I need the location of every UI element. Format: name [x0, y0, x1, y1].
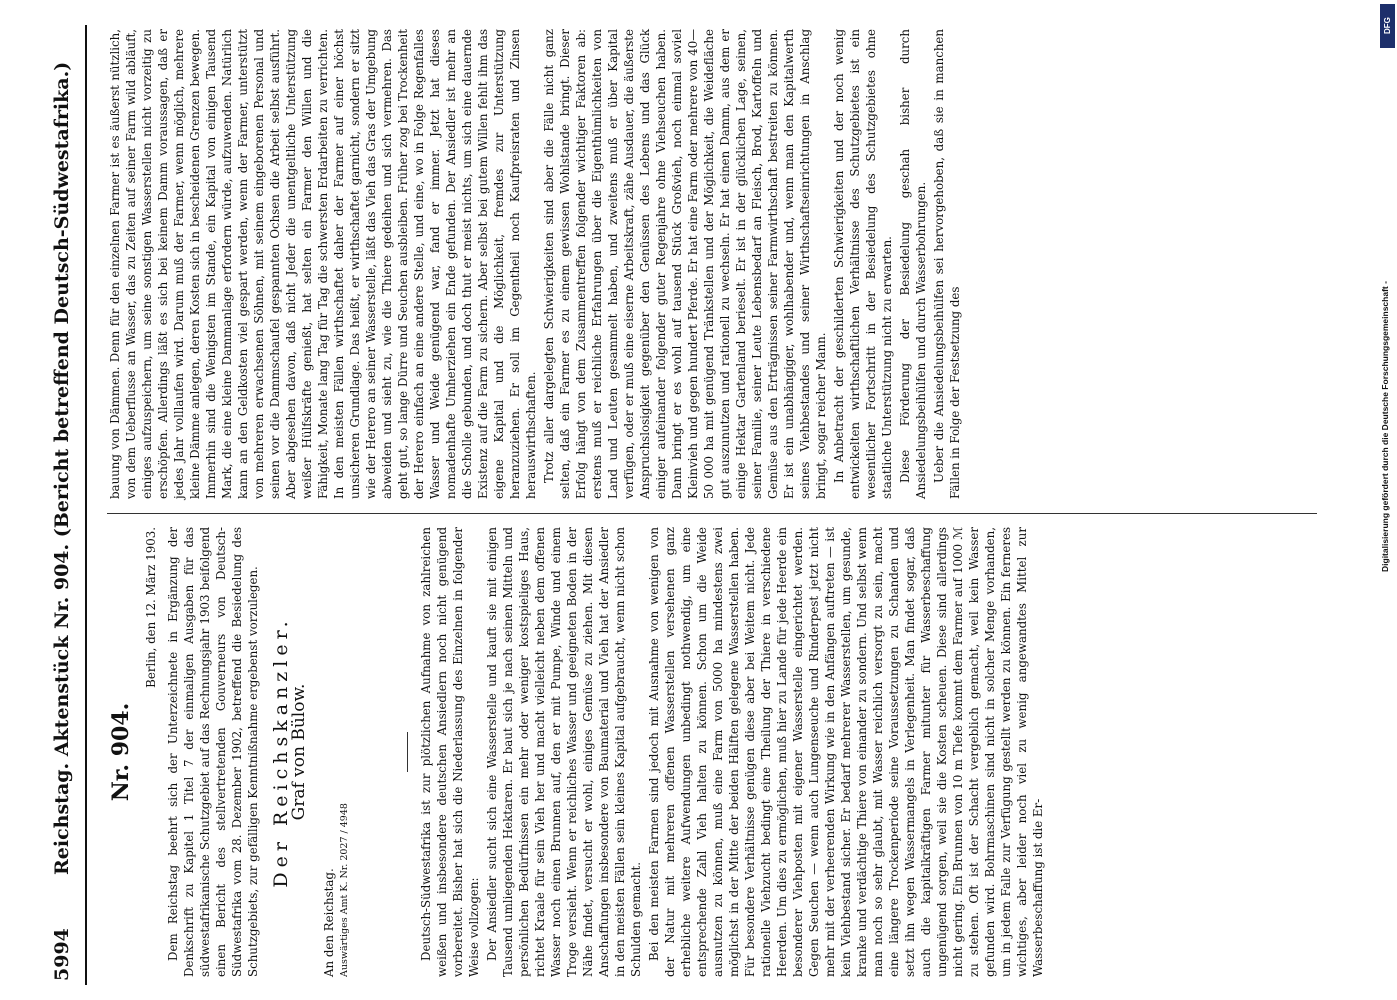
reference-number: Auswärtiges Amt K. Nr. 2027 / 4948: [339, 803, 350, 977]
intro-paragraph: Dem Reichstag beehrt sich der Unterzeichnete in Ergänzung der Denkschrift zu Kapitel 1 Titel 7 der einmaligen Ausgaben für das südwestafrikanische Schutzgebiet auf das Rechnungsjahr 1903 beifolgend einen Bericht des stellvertretenden Gouverneurs von Deutsch-Südwestafrika vom 28. Dezember 1902, betreffend die Besiedelung des Schutzgebiets, zur gefälligen Kenntnißnahme ergebenst vorzulegen.: [166, 527, 260, 977]
body-paragraph: Diese Förderung der Besiedelung geschah bisher durch Ansiedelungsbeihülfen und durch Wasserbohrungen.: [898, 29, 928, 499]
page-header: [45, 25, 87, 985]
addressee: An den Reichstag.: [322, 868, 336, 977]
body-paragraph: Ueber die Ansiedelungsbeihülfen sei hervorgehoben, daß sie in manchen Fällen in Folge der Festsetzung des: [932, 29, 962, 499]
dfg-logo: DFG: [1380, 4, 1395, 48]
body-paragraph: Der Ansiedler sucht sich eine Wasserstelle und kauft sie mit einigen Tausend umliegenden Hektaren. Er baut sich je nach seinen Mitteln und persönlichen Bedürfnissen ein mehr oder weniger kostspieliges Haus, richtet Kraale für sein Vieh her und macht vielleicht neben dem offenen Wasser noch einen Brunnen auf, den er mit Pumpe, Winde und einem Troge versieht. Wenn er reichliches Wasser und geeigneten Boden in der Nähe findet, versucht er wohl, einiges Gemüse zu ziehen. Mit diesen Anschaffungen insbesondere von Baumaterial und Vieh hat der Ansiedler in den meisten Fällen sein kleines Kapital aufgebraucht, wenn nicht schon Schulden gemacht.: [485, 527, 643, 977]
body-paragraph: Trotz aller dargelegten Schwierigkeiten sind aber die Fälle nicht ganz selten, daß ein Farmer es zu einem gewissen Wohlstande bringt. Dieser Erfolg hängt von dem Zusammentreffen folgender wichtiger Faktoren ab: erstens muß er reichliche Erfahrungen über die Eigenthümlichkeiten von Land und Leuten gesammelt haben, und zweitens muß er über Kapital verfügen, oder er muß eine eiserne Arbeitskraft, zähe Ausdauer, die äußerste Anspruchslosigkeit gegenüber den Genüssen des Lebens und das Glück einiger aufeinander folgender guter Regenjahre ohne Viehseuchen haben. Dann bringt er es wohl auf tausend Stück Großvieh, noch einmal soviel Kleinvieh und gegen hundert Pferde. Er hat eine Farm oder mehrere von 40—50 000 ha mit genügend Tränkstellen und der Möglichkeit, die Weidefläche gut auszunutzen und rationell zu wechseln. Er hat einen Damm, aus dem er einige Hektar Gartenland berieselt. Er ist in der glücklichen Lage, seinen, seiner Familie, seiner Leute Lebensbedarf an Fleisch, Brod, Kartoffeln und Gemüse aus den Erträgnissen seiner Farmwirthschaft bestreiten zu können. Er ist ein unabhängiger, wohlhabender und, wenn man den Kapitalwerth seines Viehbestandes und seiner Wirthschaftseinrichtungen in Anschlag bringt, sogar reicher Mann.: [542, 29, 828, 499]
right-column: [107, 29, 965, 499]
digitization-notice: Digitalisierung gefördert durch die Deutsche Forschungsgemeinschaft -: [1380, 281, 1390, 572]
section-divider: [407, 732, 408, 772]
left-column: [107, 527, 1048, 977]
column-divider: [107, 513, 1317, 514]
body-paragraph: Deutsch-Südwestafrika ist zur plötzlichen Aufnahme von zahlreichen weißen und insbesondere deutschen Ansiedlern noch nicht genügend vorbereitet. Bisher hat sich die Niederlassung des Einzelnen in folgender Weise vollzogen:: [419, 527, 481, 977]
body-paragraph: Bei den meisten Farmen sind jedoch mit Ausnahme von wenigen von der Natur mit mehreren offenen Wasserstellen versehenen ganz erhebliche weitere Aufwendungen unbedingt nothwendig, um eine entsprechende Zahl Vieh halten zu können. Schon um die Weide ausnutzen zu können, muß eine Farm von 5000 ha mindestens zwei möglichst in der Mitte der beiden Hälften gelegene Wasserstellen haben. Für besondere Verhältnisse genügen diese aber bei Weitem nicht. Jede rationelle Viehzucht bedingt eine Theilung der Thiere in verschiedene Heerden. Um dies zu ermöglichen, muß hier zu Lande für jede Heerde ein besonderer Viehposten mit eigener Wasserstelle eingerichtet werden. Gegen Seuchen — wenn auch Lungenseuche und Rinderpest jetzt nicht mehr mit der verheerenden Wirkung wie in den Anfängen auftreten — ist kein Viehbestand sicher. Er bedarf mehrerer Wasserstellen, um gesunde, kranke und verdächtige Thiere von einander zu sondern. Und selbst wenn man noch so sehr glaubt, mit Wasser reichlich versorgt zu sein, macht eine längere Trockenperiode seine Voraussetzungen zu Schanden und setzt ihn wegen Wassermangels in Verlegenheit. Man findet sogar, daß auch die kapitalkräftigen Farmer mitunter für Wasserbeschaffung ungenügend sorgen, weil sie die Kosten scheuen. Diese sind allerdings nicht gering. Ein Brunnen von 10 m Tiefe kommt dem Farmer auf 1000 ℳ zu stehen. Oft ist der Schacht vergeblich gemacht, weil kein Wasser gefunden wird. Bohrmaschinen sind nicht in solcher Menge vorhanden, um in jedem Falle zur Verfügung gestellt werden zu können. Ein ferneres wichtiges, aber leider noch viel zu wenig angewandtes Mittel zur Wasserbeschaffung ist die Er-: [647, 527, 1045, 977]
body-paragraph: bauung von Dämmen. Denn für den einzelnen Farmer ist es äußerst nützlich, von dem Ueberflusse an Wasser, das zu Zeiten auf seiner Farm wild abläuft, einiges aufzuspeichern, um seine sonstigen Wasserstellen nicht vorzeitig zu erschöpfen. Allerdings läßt es sich bei keinem Damm voraussagen, daß er jedes Jahr volllaufen wird. Darum muß der Farmer, wenn möglich, mehrere kleine Dämme anlegen, deren Kosten sich in bescheidenen Grenzen bewegen. Immerhin sind die Wenigsten im Stande, ein Kapital von einigen Tausend Mark, die eine kleine Dammanlage erfordern würde, aufzuwenden. Natürlich kann an den Geldkosten viel gespart werden, wenn der Farmer, unterstützt von mehreren erwachsenen Söhnen, mit seinem eingeborenen Personal und seinen vor die Dammschaufel gespannten Ochsen die Arbeit selbst ausführt. Aber abgesehen davon, daß nicht Jeder die unentgeltliche Unterstützung weißer Hülfskräfte genießt, hat selten ein Farmer den Willen und die Fähigkeit, Monate lang Tag für Tag die schwersten Erdarbeiten zu verrichten. In den meisten Fällen wirthschaftet daher der Farmer auf einer höchst unsicheren Grundlage. Das heißt, er wirthschaftet garnicht, sondern er sitzt wie der Herero an seiner Wasserstelle, läßt das Vieh das Gras der Umgebung abweiden und sieht zu, wie die Thiere gedeihen und sich vermehren. Das geht gut, so lange Dürre und Seuchen ausbleiben. Früher zog bei Trockenheit der Herero einfach an eine andere Stelle, und eine, wo in Folge Regenfalles Wasser und Weide genügend war, fand er immer. Jetzt hat dieses nomadenhafte Umherziehen ein Ende gefunden. Der Ansiedler ist mehr an die Scholle gebunden, und doch thut er meist nichts, um sich eine dauernde Existenz auf die Farm zu sichern. Aber selbst bei gutem Willen fehlt ihm das eigene Kapital und die Möglichkeit, fremdes zur Unterstützung heranzuziehen. Er soll im Gegentheil noch Kaufpreisraten und Zinsen herauswirthschaften.: [108, 29, 538, 499]
running-title: Reichstag. Aktenstück Nr. 904. (Bericht betreffend Deutsch-Südwestafrika.): [51, 61, 73, 875]
document-number: Nr. 904.: [108, 702, 134, 802]
rotated-document-page: [45, 25, 1335, 985]
chancellor-title: Der Reichskanzler.: [270, 616, 292, 888]
signatory: Graf von Bülow.: [289, 683, 309, 821]
body-paragraph: In Anbetracht der geschilderten Schwierigkeiten und der noch wenig entwickelten wirthschaftlichen Verhältnisse des Schutzgebietes ist ein wesentlicher Fortschritt in der Besiedelung des Schutzgebietes ohne staatliche Unterstützung nicht zu erwarten.: [832, 29, 894, 499]
date-line: Berlin, den 12. März 1903.: [144, 527, 158, 688]
page-number: 5994: [51, 928, 73, 981]
